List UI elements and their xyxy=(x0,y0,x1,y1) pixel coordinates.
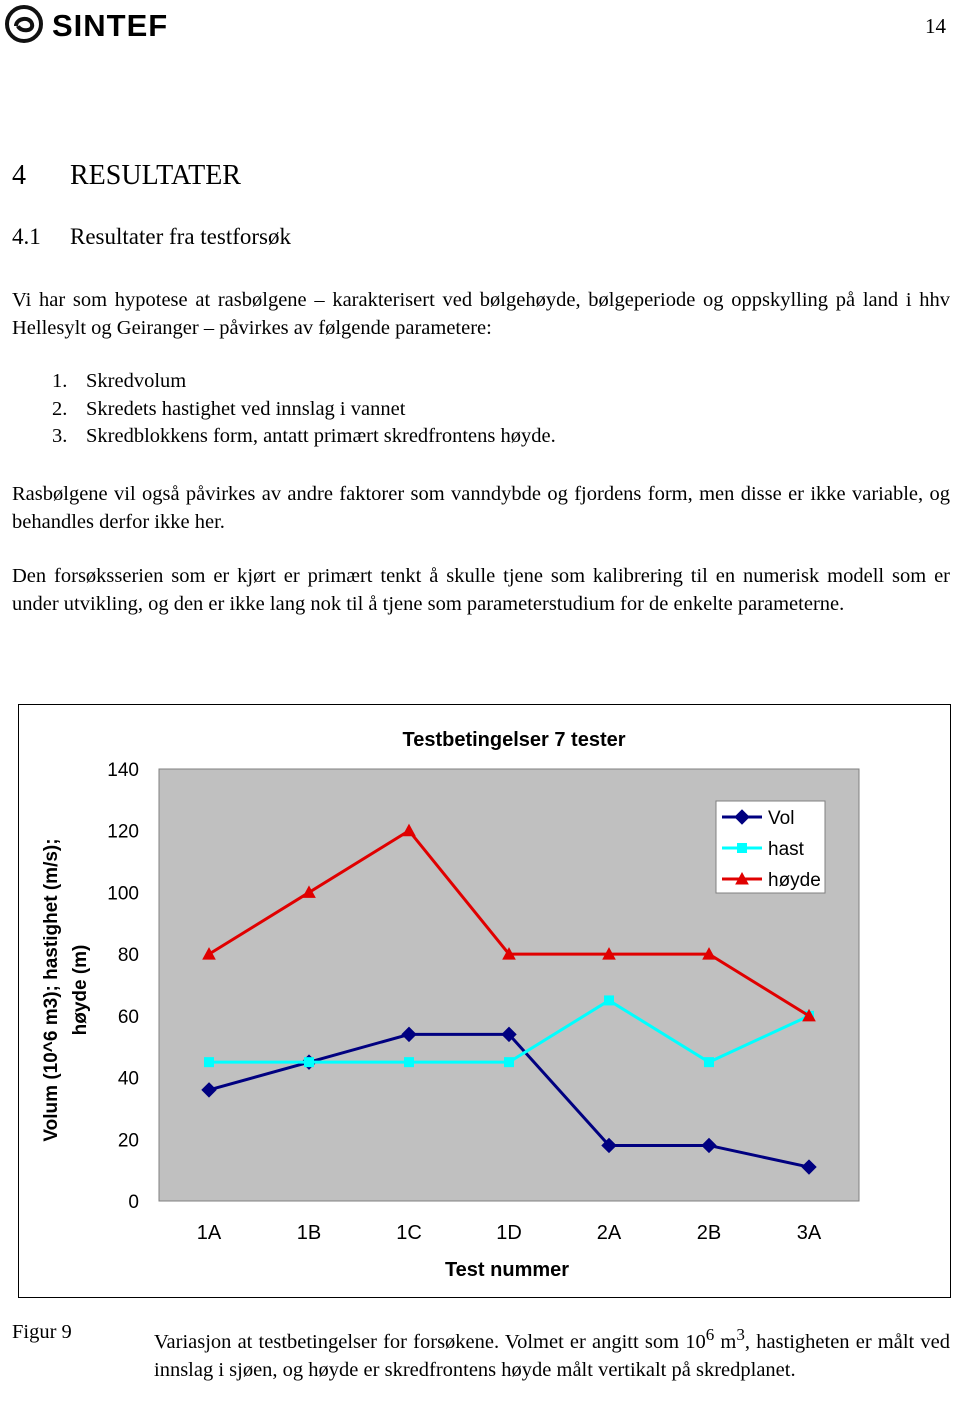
chart-frame xyxy=(18,704,951,1298)
y-tick-label: 0 xyxy=(128,1192,139,1213)
legend-marker-square xyxy=(738,844,747,853)
x-tick-label: 1B xyxy=(296,1222,322,1244)
legend-label: Vol xyxy=(768,808,795,829)
data-point-square xyxy=(605,996,614,1005)
y-tick-label: 140 xyxy=(107,760,139,781)
y-tick-label: 80 xyxy=(117,945,139,967)
y-tick-label: 40 xyxy=(117,1068,139,1090)
x-tick-label: 2A xyxy=(596,1222,622,1244)
data-point-square xyxy=(305,1058,314,1067)
parameter-list xyxy=(52,368,556,451)
figure-label: Figur 9 xyxy=(12,1321,72,1343)
x-tick-label: 1C xyxy=(396,1222,422,1244)
y-tick-label: 60 xyxy=(117,1006,139,1028)
list-item: 1. Skredvolum xyxy=(52,370,187,392)
y-tick-label: 20 xyxy=(117,1130,139,1152)
x-tick-label: 3A xyxy=(796,1222,822,1244)
section-heading xyxy=(12,160,241,192)
intro-paragraph: Vi har som hypotese at rasbølgene – karakterisert ved bølgehøyde, bølgeperiode og oppskylling på land i hhv Hellesylt og Geiranger – påvirkes av følgende parametere: xyxy=(12,289,950,339)
subsection-title: Resultater fra testforsøk xyxy=(70,224,291,249)
line-chart xyxy=(19,705,950,1297)
sintef-logo xyxy=(4,4,214,44)
list-item: 2. Skredets hastighet ved innslag i vannet xyxy=(52,397,406,420)
legend-label: hast xyxy=(768,839,804,860)
chart-title: Testbetingelser 7 tester xyxy=(402,729,626,751)
list-item: 3. Skredblokkens form, antatt primært skredfrontens høyde. xyxy=(52,425,556,447)
data-point-square xyxy=(705,1058,714,1067)
x-tick-label: 1A xyxy=(196,1222,222,1244)
section-number: 4 xyxy=(12,160,26,191)
data-point-square xyxy=(405,1058,414,1067)
x-tick-label: 2B xyxy=(696,1222,722,1244)
section-title: RESULTATER xyxy=(70,160,241,191)
page-number: 14 xyxy=(925,14,946,38)
x-tick-label: 1D xyxy=(496,1222,522,1244)
subsection-heading xyxy=(12,224,291,250)
figure-caption: Variasjon at testbetingelser for forsøkene. Volmet er angitt som $10^6$ $m^3$, hastigheten er målt ved innslag i sjøen, og høyde er skredfrontens høyde målt vertikalt på skredplanet. xyxy=(154,1325,950,1381)
y-tick-label: 120 xyxy=(107,821,139,843)
other-factors-paragraph: Rasbølgene vil også påvirkes av andre faktorer som vanndybde og fjordens form, men disse er ikke variable, og behandles derfor ikke her. xyxy=(12,483,950,533)
y-tick-label: 100 xyxy=(107,883,139,905)
legend-label: høyde xyxy=(768,870,821,891)
data-point-square xyxy=(205,1058,214,1067)
logo-text: SINTEF xyxy=(52,8,169,43)
subsection-number: 4.1 xyxy=(12,224,41,249)
sintef-logo-icon xyxy=(4,4,214,44)
data-point-square xyxy=(505,1058,514,1067)
y-axis-label: Volum (10^6 m3); hastighet (m/s); høyde (m) xyxy=(41,838,91,1142)
x-axis-label: Test nummer xyxy=(444,1259,570,1281)
series-note-paragraph: Den forsøksserien som er kjørt er primært tenkt å skulle tjene som kalibrering til en numerisk modell som er under utvikling, og den er ikke lang nok til å tjene som parameterstudium for de enkelte parameterne. xyxy=(12,565,950,615)
